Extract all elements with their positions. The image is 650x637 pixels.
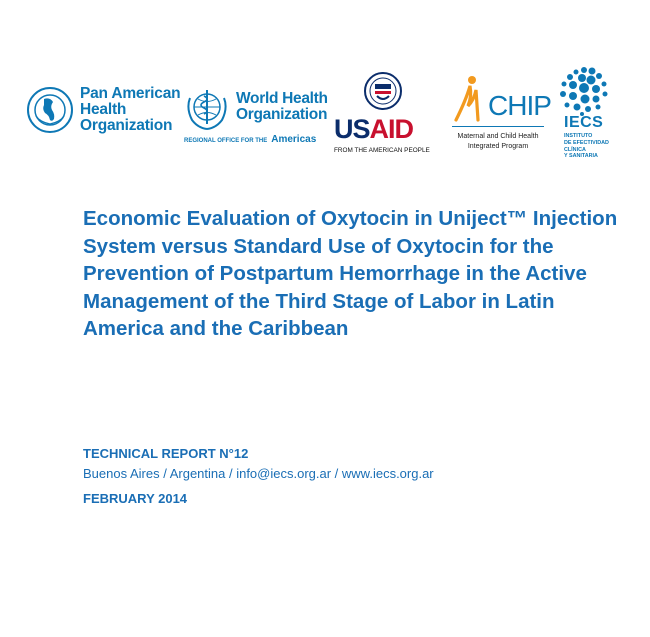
paho-emblem-icon [26, 86, 74, 134]
mchip-word: CHIP [488, 90, 551, 121]
mchip-divider [452, 126, 544, 127]
iecs-line-4: Y SANITARIA [564, 153, 598, 160]
iecs-line-2: DE EFECTIVIDAD [564, 139, 609, 146]
paho-line-1: Pan American [80, 85, 181, 102]
usaid-word-us: US [334, 114, 370, 144]
paho-logo [26, 86, 180, 134]
iecs-dots-icon [558, 66, 610, 116]
report-date: FEBRUARY 2014 [83, 491, 188, 506]
who-regional-label: REGIONAL OFFICE FOR THE [184, 138, 268, 144]
usaid-word-aid: AID [369, 114, 414, 144]
iecs-word: IECS [564, 114, 604, 131]
mchip-logo [452, 74, 551, 164]
who-region: Americas [271, 134, 317, 145]
usaid-tagline: FROM THE AMERICAN PEOPLE [334, 147, 430, 154]
partner-logos [0, 0, 650, 170]
usaid-logo [334, 72, 430, 162]
paho-line-3: Organization [80, 117, 173, 134]
who-line-2: Organization [236, 106, 328, 123]
report-label: TECHNICAL REPORT N°12 [83, 446, 249, 461]
mchip-line-1: Maternal and Child Health [457, 133, 539, 140]
who-regional-office [184, 134, 316, 145]
iecs-line-1: INSTITUTO [564, 133, 593, 139]
contact-line: Buenos Aires / Argentina / info@iecs.org.ar / www.iecs.org.ar [83, 466, 434, 481]
who-emblem-icon [184, 84, 230, 130]
paho-line-2: Health [80, 101, 127, 118]
iecs-line-3: CLÍNICA [564, 146, 586, 153]
iecs-logo [558, 66, 628, 166]
mchip-line-2: Integrated Program [467, 143, 529, 150]
document-title: Economic Evaluation of Oxytocin in Uniject™ Injection System versus Standard Use of Oxytocin for the Prevention of Postpartum Hemorrhage in the Active Management of the Third Stage of Labor in Latin America and the Caribbean [83, 207, 618, 341]
usaid-seal-icon [364, 72, 402, 110]
who-line-1: World Health [236, 90, 328, 107]
who-logo [184, 84, 328, 145]
